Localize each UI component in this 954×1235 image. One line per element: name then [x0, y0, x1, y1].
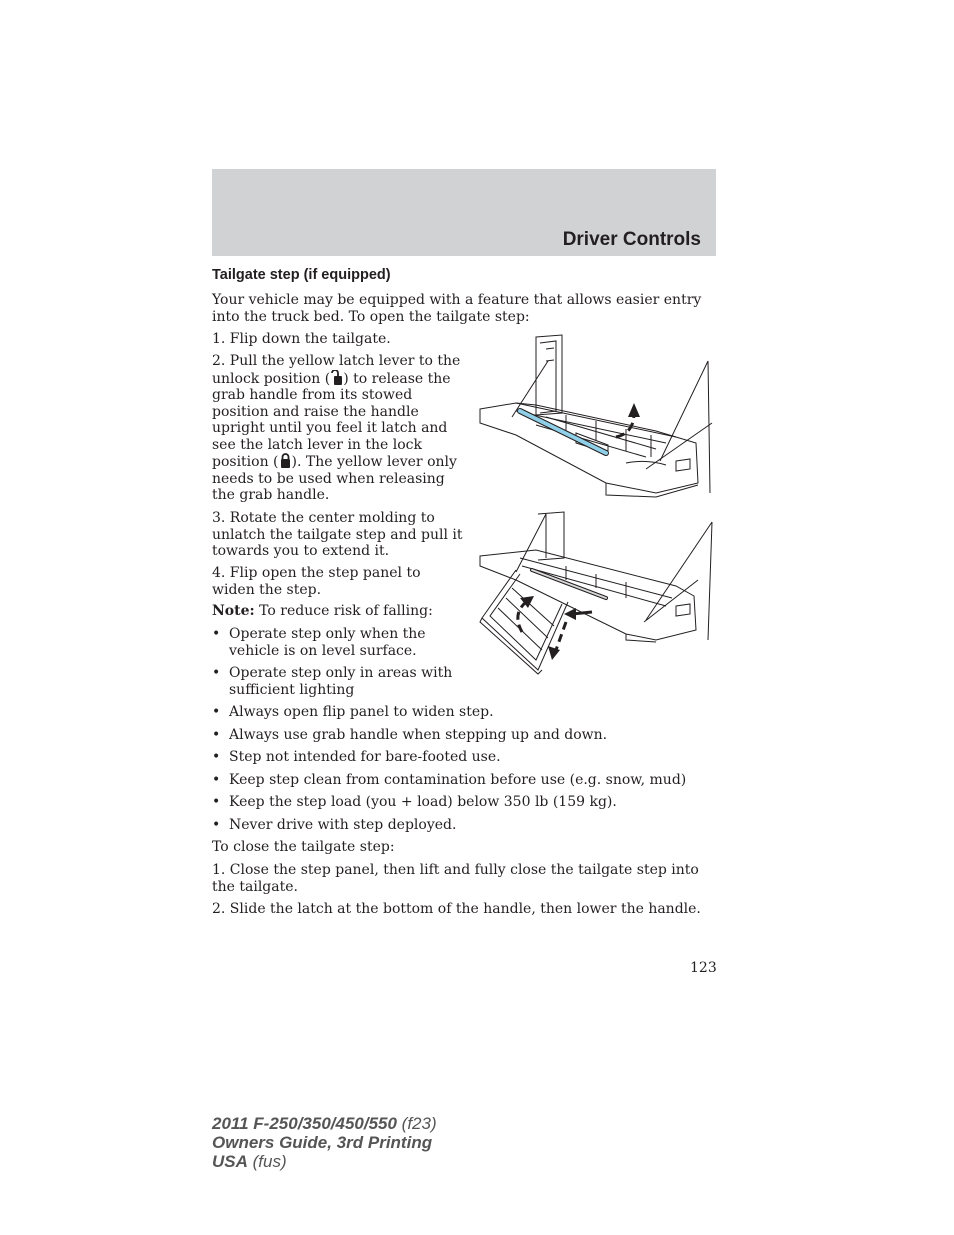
- page-number: 123: [690, 960, 717, 976]
- open-step-3: 3. Rotate the center molding to unlatch the tailgate step and pull it towards you to extend it.: [212, 510, 463, 559]
- bullet-item: • Always use grab handle when stepping up and down.: [212, 727, 608, 743]
- tailgate-step-extended-illustration: [476, 510, 716, 680]
- bullet-item: • Always open flip panel to widen step.: [212, 704, 494, 720]
- open-step-2-part2: ) to release the grab handle from its stowed position and raise the handle upright until you feel it latch and see the latch lever in the lock position (: [212, 370, 451, 470]
- footer-line-2: Owners Guide, 3rd Printing: [212, 1133, 433, 1152]
- bullet-item: • Keep step clean from contamination before use (e.g. snow, mud): [212, 772, 687, 788]
- close-step-2: 2. Slide the latch at the bottom of the handle, then lower the handle.: [212, 901, 701, 917]
- tailgate-handle-illustration: [476, 333, 716, 498]
- section-title: Driver Controls: [562, 229, 701, 250]
- bullet-item: • Operate step only in areas with sufficient lighting: [212, 665, 453, 698]
- open-step-2-part1: 2. Pull the yellow latch lever to the unlock position (: [212, 353, 461, 387]
- footer-line-3: USA (fus): [212, 1152, 287, 1171]
- open-step-1: 1. Flip down the tailgate.: [212, 331, 391, 347]
- page-subheading: Tailgate step (if equipped): [212, 267, 391, 283]
- footer-document-info: [212, 1114, 437, 1171]
- bullet-item: • Never drive with step deployed.: [212, 817, 457, 833]
- unlock-icon: [330, 370, 343, 386]
- open-step-2-part3: ). The yellow lever only needs to be used when releasing the grab handle.: [212, 454, 457, 503]
- bullet-item: • Keep the step load (you + load) below 350 lb (159 kg).: [212, 794, 617, 810]
- intro-paragraph: Your vehicle may be equipped with a feature that allows easier entry into the truck bed. To open the tailgate step:: [212, 292, 702, 325]
- section-header-band: [212, 169, 716, 256]
- close-intro: To close the tailgate step:: [212, 839, 395, 855]
- lock-icon: [279, 453, 292, 469]
- open-step-4: 4. Flip open the step panel to widen the step.: [212, 565, 421, 598]
- footer-line-1: 2011 F-250/350/450/550 (f23): [212, 1114, 437, 1133]
- open-step-2: [212, 353, 464, 504]
- note-text: To reduce risk of falling:: [254, 603, 433, 619]
- bullet-item: • Operate step only when the vehicle is on level surface.: [212, 626, 426, 659]
- note-paragraph: [212, 603, 464, 620]
- note-label: Note:: [212, 603, 255, 619]
- bullet-item: • Step not intended for bare-footed use.: [212, 749, 501, 765]
- close-step-1: 1. Close the step panel, then lift and fully close the tailgate step into the tailgate.: [212, 862, 699, 895]
